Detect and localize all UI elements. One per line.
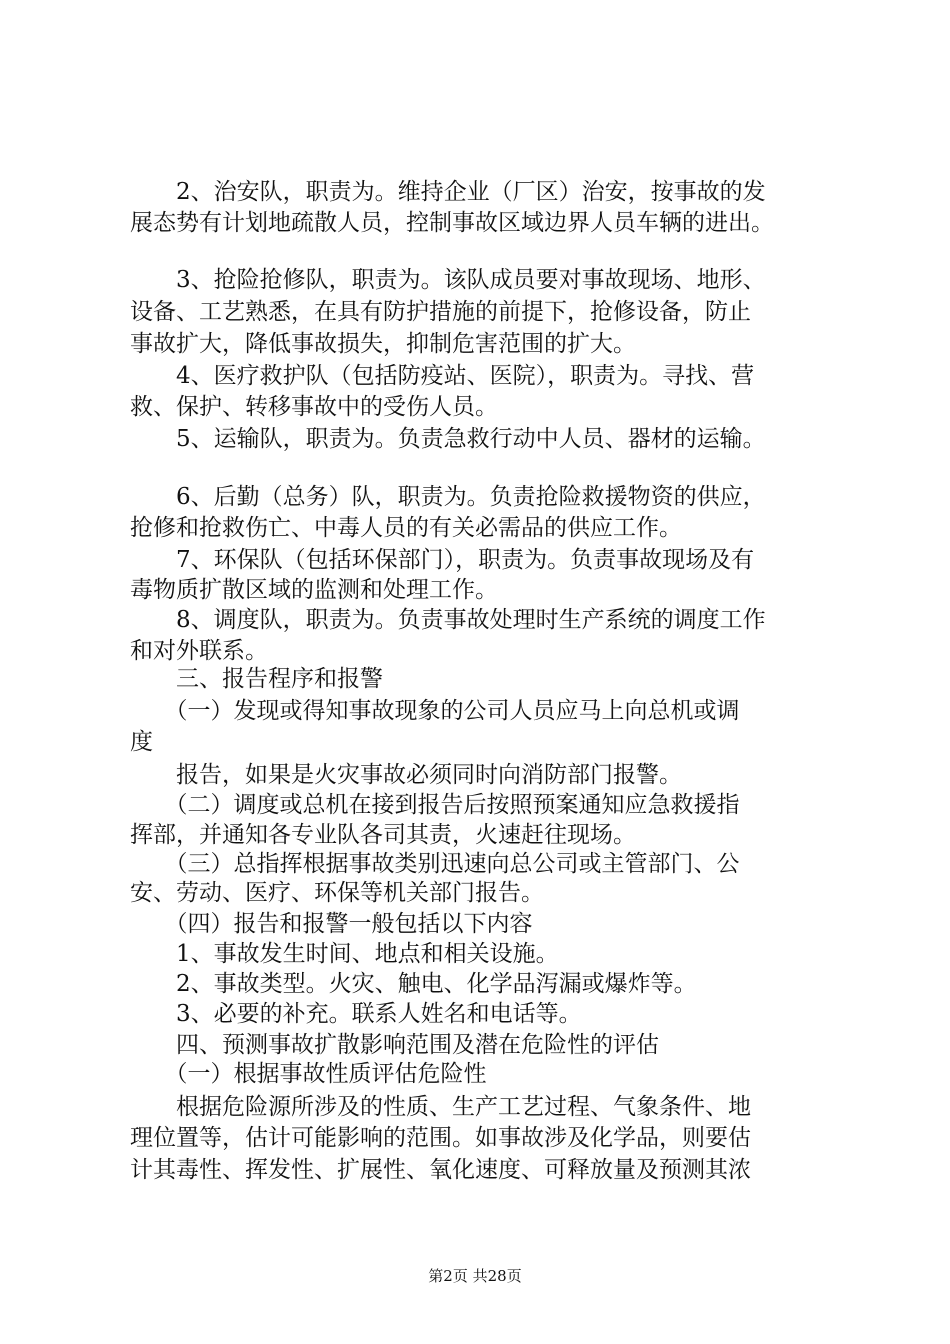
text-line: 挥部，并通知各专业队各司其责，火速赶往现场。 (130, 822, 636, 848)
page-number-footer: 第2页 共28页 (428, 1267, 522, 1285)
text-line: 8、调度队，职责为。负责事故处理时生产系统的调度工作 (130, 607, 766, 633)
text-line: （一）根据事故性质评估危险性 (130, 1061, 487, 1087)
text-line: 计其毒性、挥发性、扩展性、氧化速度、可释放量及预测其浓 (130, 1157, 751, 1183)
text-line: 1、事故发生时间、地点和相关设施。 (130, 941, 559, 967)
text-line: 事故扩大，降低事故损失，抑制危害范围的扩大。 (130, 331, 636, 357)
text-line: 5、运输队，职责为。负责急救行动中人员、器材的运输。 (130, 426, 766, 452)
text-line: 报告，如果是火灾事故必须同时向消防部门报警。 (130, 762, 682, 788)
text-line: 展态势有计划地疏散人员，控制事故区域边界人员车辆的进出。 (130, 210, 774, 236)
section-heading: 三、报告程序和报警 (130, 666, 383, 692)
text-line: 7、环保队（包括环保部门），职责为。负责事故现场及有 (130, 547, 755, 573)
text-line: 3、抢险抢修队，职责为。该队成员要对事故现场、地形、 (130, 267, 766, 293)
text-line: 和对外联系。 (130, 638, 268, 664)
text-line: 救、保护、转移事故中的受伤人员。 (130, 394, 498, 420)
text-line: 毒物质扩散区域的监测和处理工作。 (130, 577, 498, 603)
text-line: 4、医疗救护队（包括防疫站、医院），职责为。寻找、营 (130, 363, 755, 389)
text-line: 2、治安队，职责为。维持企业（厂区）治安，按事故的发 (130, 179, 766, 205)
text-line: 理位置等，估计可能影响的范围。如事故涉及化学品，则要估 (130, 1125, 751, 1151)
text-line: 度 (130, 729, 153, 755)
text-line: （三）总指挥根据事故类别迅速向总公司或主管部门、公 (130, 851, 740, 877)
text-line: 根据危险源所涉及的性质、生产工艺过程、气象条件、地 (130, 1094, 751, 1120)
text-line: 设备、工艺熟悉，在具有防护措施的前提下，抢修设备，防止 (130, 299, 751, 325)
text-line: （四）报告和报警一般包括以下内容 (130, 911, 533, 937)
text-line: 抢修和抢救伤亡、中毒人员的有关必需品的供应工作。 (130, 515, 682, 541)
text-line: （二）调度或总机在接到报告后按照预案通知应急救援指 (130, 792, 740, 818)
text-line: 2、事故类型。火灾、触电、化学品泻漏或爆炸等。 (130, 971, 697, 997)
text-line: 6、后勤（总务）队，职责为。负责抢险救援物资的供应， (130, 484, 766, 510)
section-heading: 四、预测事故扩散影响范围及潜在危险性的评估 (130, 1032, 659, 1058)
text-line: （一）发现或得知事故现象的公司人员应马上向总机或调 (130, 698, 740, 724)
text-line: 3、必要的补充。联系人姓名和电话等。 (130, 1001, 582, 1027)
text-line: 安、劳动、医疗、环保等机关部门报告。 (130, 880, 544, 906)
